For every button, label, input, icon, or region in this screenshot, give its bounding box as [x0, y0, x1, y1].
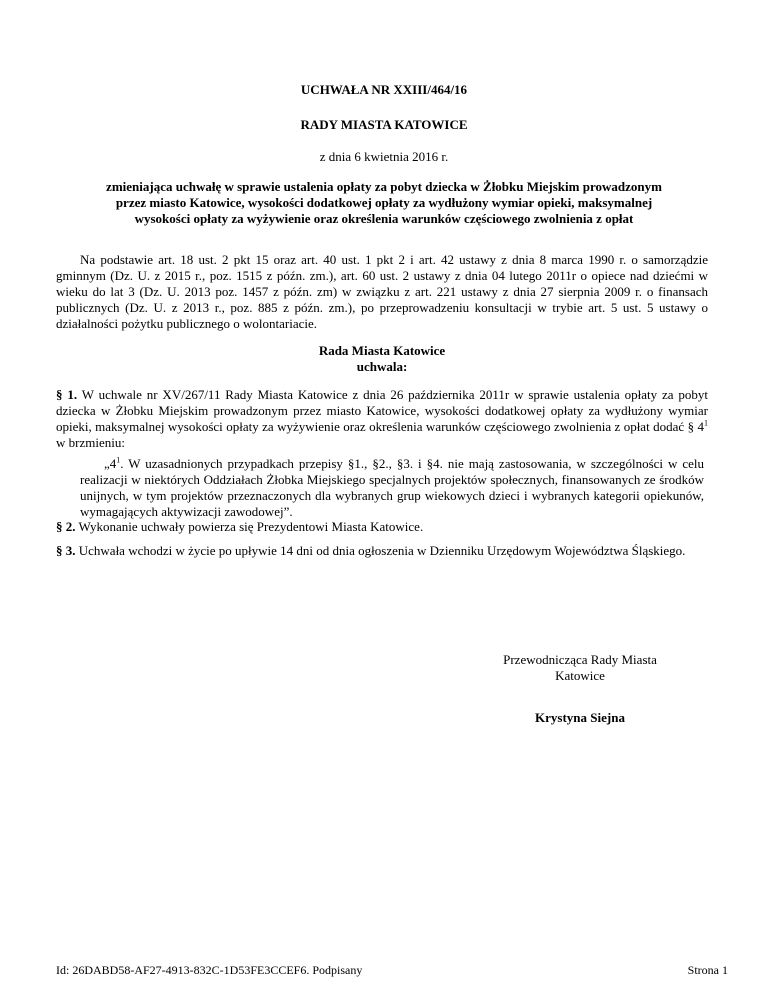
legal-basis-paragraph: Na podstawie art. 18 ust. 2 pkt 15 oraz art. 40 ust. 1 pkt 2 i art. 42 ustawy z dnia 8 marca 1990 r. o samorządzie gminnym (Dz. U. z 2015 r., poz. 1515 z późn. zm.), art. 60 ust. 2 ustawy z dnia 04 lutego 2011r o opiece nad dziećmi w wieku do lat 3 (Dz. U. 2013 poz. 1457 z późn. zm) w związku z art. 221 ustawy z dnia 27 sierpnia 2009 r. o finansach publicznych (Dz. U. z 2013 r., poz. 885 z późn. zm.), po przeprowadzeniu konsultacji w trybie art. 5 ust. 5 ustawy o działalności pożytku publicznego o wolontariacie. [56, 252, 708, 331]
resolution-title: UCHWAŁA NR XXIII/464/16 [300, 82, 468, 97]
page-number: Strona 1 [687, 963, 728, 977]
quote-text: . W uzasadnionych przypadkach przepisy §1., §2., §3. i §4. nie mają zastosowania, w szczególności w celu realizacji w niektórych Oddziałach Żłobka Miejskiego specjalnych projektów społecznych, finansowanych ze środków unijnych, w tym projektów przeznaczonych dla wybranych grup wiekowych dzieci i wybranych kategorii opiekunów, wymagających aktywizacji zawodowej”. [80, 456, 704, 519]
section-2-text: Wykonanie uchwały powierza się Prezydentowi Miasta Katowice. [75, 519, 424, 534]
subject-line-2: przez miasto Katowice, wysokości dodatkowej opłaty za wydłużony wymiar opieki, maksymalnej [115, 195, 653, 210]
section-1-superscript: 1 [704, 418, 708, 428]
section-2-paragraph [56, 519, 708, 535]
section-3-paragraph [56, 543, 708, 559]
section-1-paragraph [56, 387, 708, 451]
resolution-subject [80, 179, 688, 227]
signatory-name: Krystyna Siejna [535, 710, 625, 725]
section-1-text: W uchwale nr XV/267/11 Rady Miasta Katowice z dnia 26 października 2011r w sprawie ustalenia opłaty za pobyt dziecka w Żłobku Miejskim prowadzonym przez miasto Katowice, wysokości dodatkowej opłaty za wydłużony wymiar opieki, maksymalnej wysokości opłaty za wyżywienie oraz określenia warunków częściowego zwolnienia z opłat dodać § 4 [56, 387, 708, 434]
signature-role-line-2: Katowice [555, 668, 605, 683]
resolution-date: z dnia 6 kwietnia 2016 r. [319, 149, 449, 164]
section-1-label: § 1. [56, 387, 78, 402]
section-3-label: § 3. [56, 543, 76, 558]
resolves-verb: uchwala: [356, 359, 408, 374]
quote-superscript: 1 [116, 455, 121, 465]
section-1-text-end: w brzmieniu: [56, 435, 125, 450]
resolves-council: Rada Miasta Katowice [318, 343, 446, 358]
section-2-label: § 2. [56, 519, 76, 534]
signature-role-line-1: Przewodnicząca Rady Miasta [503, 652, 657, 667]
section-3-text: Uchwała wchodzi w życie po upływie 14 dni od dnia ogłoszenia w Dzienniku Urzędowym Województwa Śląskiego. [75, 543, 686, 558]
amendment-quote [80, 456, 704, 520]
quote-start: „4 [104, 456, 117, 471]
signature-role [420, 652, 740, 684]
subject-line-3: wysokości opłaty za wyżywienie oraz określenia warunków częściowego zwolnienia z opłat [134, 211, 634, 226]
subject-line-1: zmieniająca uchwałę w sprawie ustalenia opłaty za pobyt dziecka w Żłobku Miejskim prowadzonym [106, 179, 662, 194]
document-id: Id: 26DABD58-AF27-4913-832C-1D53FE3CCEF6. Podpisany [56, 963, 363, 977]
resolves-heading [56, 343, 708, 375]
council-name: RADY MIASTA KATOWICE [300, 117, 468, 132]
